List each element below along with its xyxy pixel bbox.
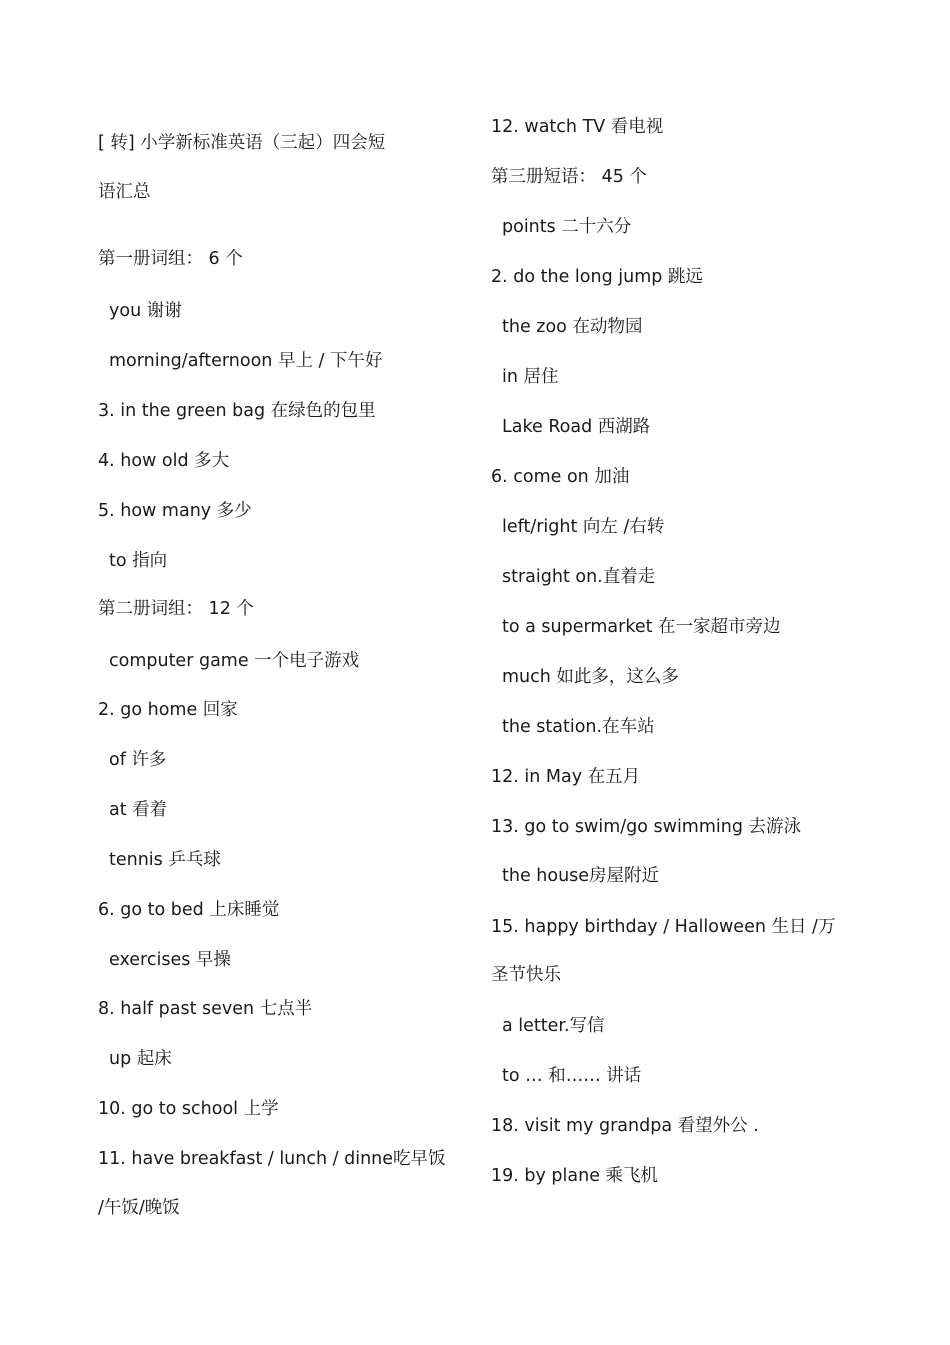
phrase-item: to 指向 — [109, 551, 168, 571]
phrase-item: left/right 向左 /右转 — [502, 517, 665, 537]
phrase-item: Lake Road 西湖路 — [502, 417, 651, 437]
phrase-item: a letter.写信 — [502, 1016, 605, 1036]
phrase-item: 19. by plane 乘飞机 — [491, 1166, 659, 1186]
phrase-item: 15. happy birthday / Halloween 生日 /万 — [491, 917, 836, 937]
section-heading-book-2: 第二册词组： 12 个 — [98, 599, 254, 619]
phrase-item: 5. how many 多少 — [98, 501, 252, 521]
phrase-item: to … 和…… 讲话 — [502, 1066, 642, 1086]
phrase-item: to a supermarket 在一家超市旁边 — [502, 617, 781, 637]
phrase-item-continuation: 圣节快乐 — [491, 965, 561, 985]
phrase-item: 13. go to swim/go swimming 去游泳 — [491, 817, 802, 837]
phrase-item: the zoo 在动物园 — [502, 317, 643, 337]
phrase-item: morning/afternoon 早上 / 下午好 — [109, 351, 383, 371]
phrase-item: 2. do the long jump 跳远 — [491, 267, 703, 287]
phrase-item: 3. in the green bag 在绿色的包里 — [98, 401, 376, 421]
phrase-item: 18. visit my grandpa 看望外公 . — [491, 1116, 759, 1136]
phrase-item: 11. have breakfast / lunch / dinne吃早饭 — [98, 1149, 446, 1169]
phrase-item: 4. how old 多大 — [98, 451, 230, 471]
phrase-item: in 居住 — [502, 367, 559, 387]
phrase-item: up 起床 — [109, 1049, 172, 1069]
phrase-item: the house房屋附近 — [502, 866, 660, 886]
phrase-item: 2. go home 回家 — [98, 700, 238, 720]
phrase-item: you 谢谢 — [109, 301, 182, 321]
phrase-item: 12. in May 在五月 — [491, 767, 641, 787]
section-heading-book-1: 第一册词组： 6 个 — [98, 249, 243, 269]
phrase-item: 6. come on 加油 — [491, 467, 630, 487]
document-title-line-2: 语汇总 — [98, 182, 151, 202]
phrase-item: 10. go to school 上学 — [98, 1099, 279, 1119]
phrase-item: straight on.直着走 — [502, 567, 656, 587]
phrase-item: 8. half past seven 七点半 — [98, 999, 313, 1019]
phrase-item: much 如此多，这么多 — [502, 667, 679, 687]
phrase-item: the station.在车站 — [502, 717, 655, 737]
phrase-item: points 二十六分 — [502, 217, 632, 237]
phrase-item: tennis 乒乓球 — [109, 850, 221, 870]
phrase-item: computer game 一个电子游戏 — [109, 651, 360, 671]
phrase-item: exercises 早操 — [109, 950, 231, 970]
phrase-item: 12. watch TV 看电视 — [491, 117, 664, 137]
phrase-item-continuation: /午饭/晚饭 — [98, 1198, 180, 1218]
section-heading-book-3: 第三册短语： 45 个 — [491, 167, 647, 187]
phrase-item: at 看着 — [109, 800, 168, 820]
phrase-item: 6. go to bed 上床睡觉 — [98, 900, 280, 920]
phrase-item: of 许多 — [109, 750, 167, 770]
document-title-line-1: [ 转] 小学新标准英语（三起）四会短 — [98, 133, 386, 153]
